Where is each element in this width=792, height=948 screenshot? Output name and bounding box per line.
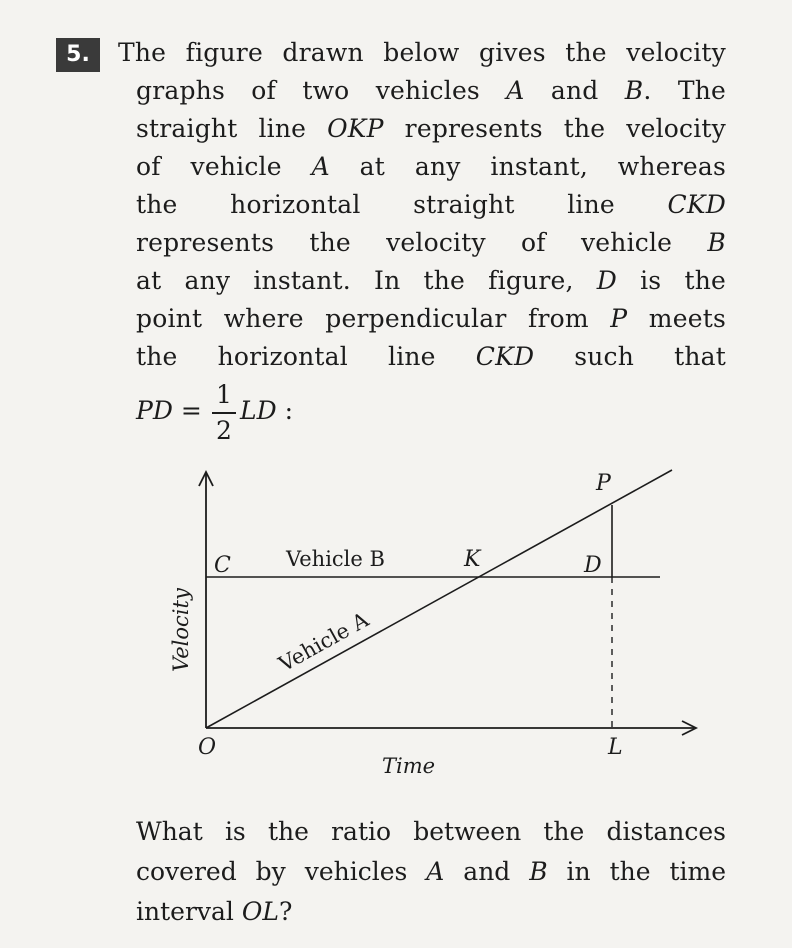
label-vehicle-a: Vehicle A <box>274 607 373 677</box>
intro-line-3: straight line OKP represents the velocity <box>136 114 726 143</box>
label-c: C <box>214 553 231 578</box>
label-time: Time <box>382 754 436 778</box>
intro-line-8: point where perpendicular from P meets <box>136 304 726 333</box>
ask-line-1: What is the ratio between the distances <box>136 817 726 846</box>
label-p: P <box>596 471 611 496</box>
line-okp <box>206 470 672 728</box>
ask-line-2: covered by vehicles A and B in the time <box>136 857 727 886</box>
intro-line-9: the horizontal line CKD such that <box>136 342 727 371</box>
label-k: K <box>464 547 481 572</box>
intro-line-7: at any instant. In the figure, D is the <box>136 266 726 295</box>
question-ask <box>136 812 726 932</box>
question-number-badge: 5. <box>56 38 100 72</box>
fraction-numerator: 1 <box>216 380 232 409</box>
label-velocity: Velocity <box>169 588 193 672</box>
intro-line-5: the horizontal straight line CKD <box>136 190 726 219</box>
intro-line-6: represents the velocity of vehicle B <box>136 228 726 257</box>
intro-line-2: graphs of two vehicles A and B. The <box>136 76 726 105</box>
label-l: L <box>608 735 623 760</box>
label-d: D <box>584 553 602 578</box>
fraction-denominator: 2 <box>216 416 232 445</box>
formula-lhs: PD = <box>136 396 202 425</box>
intro-line-1: The figure drawn below gives the velocity <box>118 38 726 67</box>
ask-line-3: interval OL? <box>136 897 293 926</box>
intro-line-4: of vehicle A at any instant, whereas <box>136 152 726 181</box>
label-o: O <box>198 735 217 760</box>
label-vehicle-b: Vehicle B <box>286 547 385 571</box>
formula-rhs: LD : <box>240 396 294 425</box>
